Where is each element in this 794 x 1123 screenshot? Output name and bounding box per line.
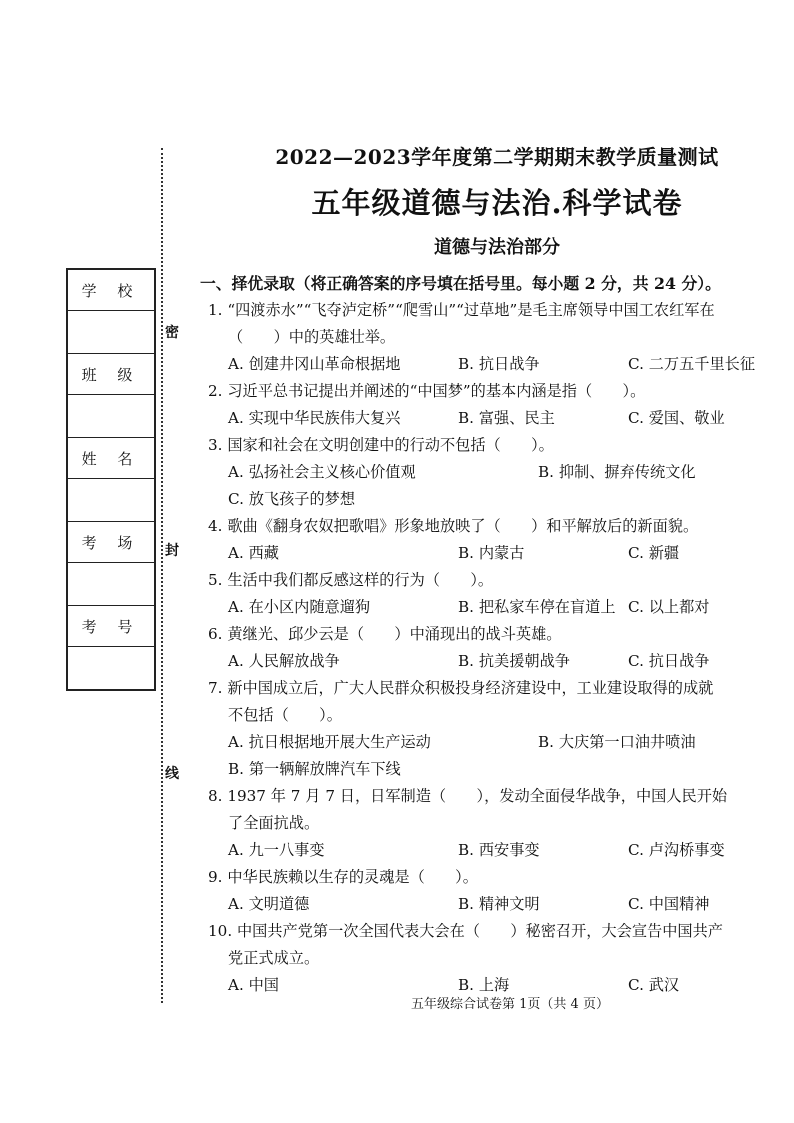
exam-title-year: 2022—2023学年度第二学期期末教学质量测试 [275,145,719,169]
question-stem: 9. 中华民族赖以生存的灵魂是（ ）。 [208,868,478,886]
option-row [208,405,788,432]
question-stem: 1. “四渡赤水”“飞夺泸定桥”“爬雪山”“过草地”是毛主席领导中国工农红军在 [208,301,715,319]
question-item [208,297,788,378]
answer-option[interactable]: A. 创建井冈山革命根据地 [228,355,401,373]
answer-option[interactable]: B. 大庆第一口油井喷油 [538,733,696,751]
question-stem: 4. 歌曲《翻身农奴把歌唱》形象地放映了（ ）和平解放后的新面貌。 [208,517,699,535]
answer-option[interactable]: B. 精神文明 [458,895,540,913]
answer-option[interactable]: C. 新疆 [628,544,680,562]
option-row [208,729,788,756]
exam-title-subject: 五年级道德与法治.科学试卷 [311,186,683,220]
answer-option[interactable]: B. 抗美援朝战争 [458,652,570,670]
info-field-school[interactable] [67,311,155,354]
question-item [208,432,788,513]
answer-option[interactable]: B. 上海 [458,976,510,994]
question-item [208,918,788,999]
question-item [208,567,788,621]
answer-option[interactable]: C. 二万五千里长征 [628,355,756,373]
answer-option[interactable]: A. 九一八事变 [228,841,325,859]
section-heading: 一、择优录取（将正确答案的序号填在括号里。每小题 2 分，共 24 分）。 [200,274,721,293]
question-item [208,675,788,783]
question-stem: 7. 新中国成立后，广大人民群众积极投身经济建设中，工业建设取得的成就 [208,679,714,697]
question-stem: 8. 1937 年 7 月 7 日，日军制造（ ），发动全面侵华战争，中国人民开始 [208,787,728,805]
question-stem: 3. 国家和社会在文明创建中的行动不包括（ ）。 [208,436,554,454]
answer-option[interactable]: C. 放飞孩子的梦想 [228,490,356,508]
info-label-room: 考 场 [67,522,155,563]
question-stem-continued: 了全面抗战。 [228,814,320,832]
answer-option[interactable]: A. 在小区内随意遛狗 [228,598,371,616]
binding-mark-mi: 密 [165,325,179,341]
option-row [208,351,788,378]
option-row [208,891,788,918]
info-label-school: 学 校 [67,269,155,311]
answer-option[interactable]: C. 武汉 [628,976,680,994]
answer-option[interactable]: C. 以上都对 [628,598,710,616]
info-field-class[interactable] [67,395,155,438]
question-item [208,378,788,432]
answer-option[interactable]: C. 抗日战争 [628,652,710,670]
option-row [208,594,788,621]
binding-dotted-line [161,148,163,1003]
answer-option[interactable]: B. 把私家车停在盲道上 [458,598,616,616]
answer-option[interactable]: B. 内蒙古 [458,544,525,562]
question-stem: 2. 习近平总书记提出并阐述的“中国梦”的基本内涵是指（ ）。 [208,382,646,400]
answer-option[interactable]: C. 爱国、敬业 [628,409,725,427]
section-title: 道德与法治部分 [434,237,560,258]
answer-option[interactable]: B. 第一辆解放牌汽车下线 [228,760,401,778]
question-stem: 10. 中国共产党第一次全国代表大会在（ ）秘密召开，大会宣告中国共产 [208,922,723,940]
info-field-number[interactable] [67,647,155,691]
answer-option[interactable]: B. 富强、民主 [458,409,555,427]
binding-mark-xian: 线 [165,766,179,782]
question-stem-continued: （ ）中的英雄壮举。 [228,328,396,346]
info-label-name: 姓 名 [67,438,155,479]
answer-option[interactable]: A. 西藏 [228,544,279,562]
answer-option[interactable]: A. 弘扬社会主义核心价值观 [228,463,416,481]
question-item [208,621,788,675]
option-row [208,486,788,513]
option-row [208,756,788,783]
question-stem-continued: 党正式成立。 [228,949,320,967]
info-field-room[interactable] [67,563,155,606]
option-row [208,648,788,675]
option-row [208,540,788,567]
answer-option[interactable]: B. 抑制、摒弃传统文化 [538,463,696,481]
answer-option[interactable]: A. 实现中华民族伟大复兴 [228,409,401,427]
answer-option[interactable]: B. 西安事变 [458,841,540,859]
answer-option[interactable]: A. 抗日根据地开展大生产运动 [228,733,431,751]
question-stem: 5. 生活中我们都反感这样的行为（ ）。 [208,571,494,589]
question-item [208,864,788,918]
answer-option[interactable]: C. 中国精神 [628,895,710,913]
answer-option[interactable]: A. 文明道德 [228,895,310,913]
question-list [208,297,788,999]
option-row [208,459,788,486]
answer-option[interactable]: A. 人民解放战争 [228,652,340,670]
student-info-table [66,268,156,691]
question-stem: 6. 黄继光、邱少云是（ ）中涌现出的战斗英雄。 [208,625,562,643]
question-section [200,270,788,999]
option-row [208,837,788,864]
info-label-class: 班 级 [67,354,155,395]
info-field-name[interactable] [67,479,155,522]
question-stem-continued: 不包括（ ）。 [228,706,342,724]
info-label-number: 考 号 [67,606,155,647]
page-footer: 五年级综合试卷第 1页（共 4 页） [411,997,609,1012]
question-item [208,513,788,567]
answer-option[interactable]: C. 卢沟桥事变 [628,841,725,859]
binding-mark-feng: 封 [165,543,179,559]
answer-option[interactable]: B. 抗日战争 [458,355,540,373]
question-item [208,783,788,864]
answer-option[interactable]: A. 中国 [228,976,279,994]
